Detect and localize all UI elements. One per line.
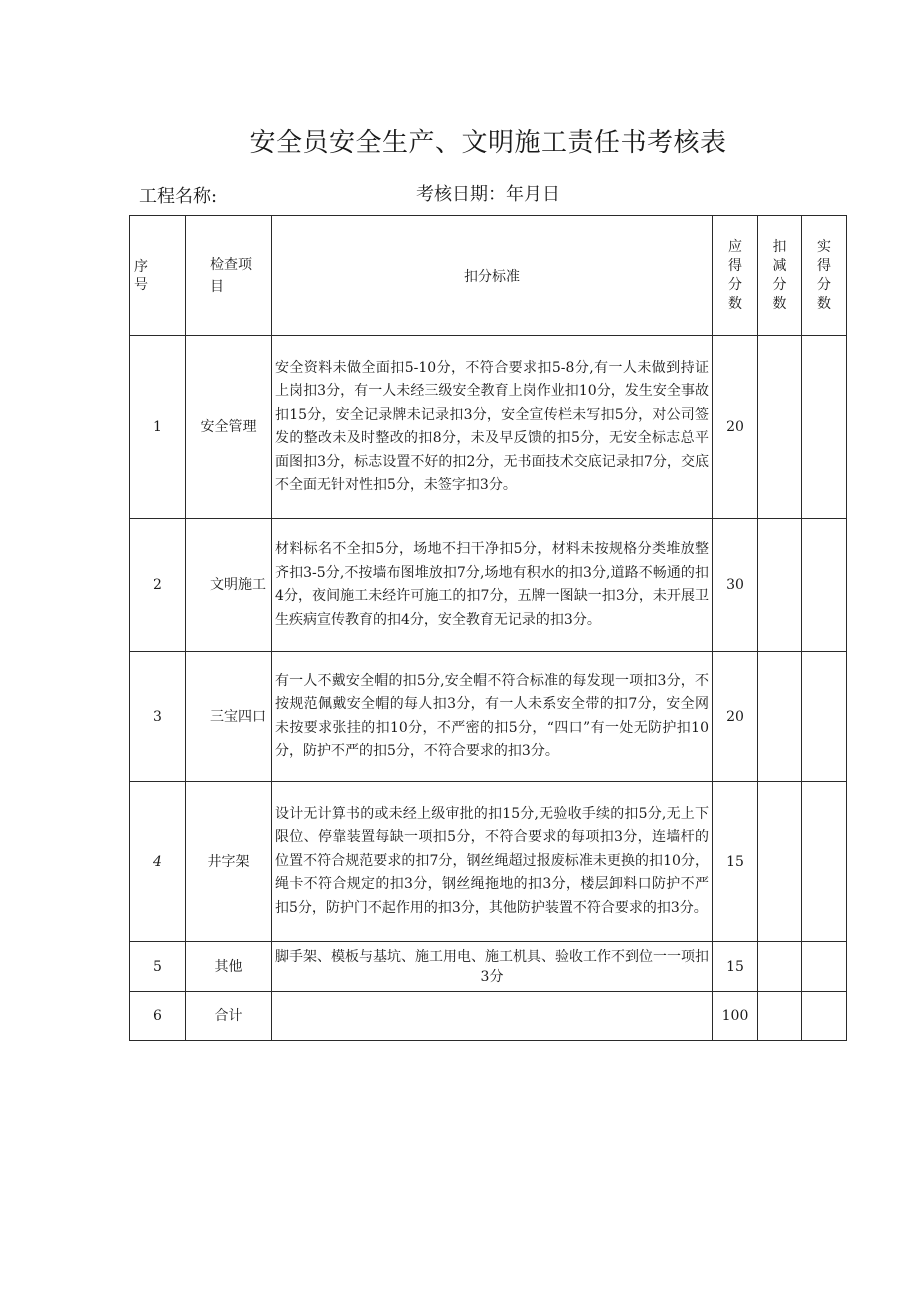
row-actual-score[interactable] bbox=[802, 336, 847, 519]
table-row-total bbox=[130, 992, 847, 1041]
page-title: 安全员安全生产、文明施工责任书考核表 bbox=[249, 128, 727, 158]
row-criteria: 设计无计算书的或未经上级审批的扣15分,无验收手续的扣5分,无上下限位、停靠装置每缺一项扣5分，不符合要求的每项扣3分，连墙杆的位置不符合规范要求的扣7分，钢丝绳超过报废标准未更换的扣10分，绳卡不符合规定的扣3分，钢丝绳拖地的扣3分，楼层卸料口防护不严扣5分，防护门不起作用的扣3分，其他防护装置不符合要求的扣3分。 bbox=[272, 782, 713, 942]
table-row bbox=[130, 782, 847, 942]
assessment-table bbox=[129, 215, 847, 1041]
table-header-row bbox=[130, 216, 847, 336]
table-row bbox=[130, 336, 847, 519]
row-item: 安全管理 bbox=[186, 336, 272, 519]
row-deduct-score[interactable] bbox=[758, 652, 802, 782]
row-criteria: 脚手架、模板与基坑、施工用电、施工机具、验收工作不到位一一项扣3分 bbox=[272, 942, 713, 992]
row-criteria bbox=[272, 992, 713, 1041]
row-due-score: 15 bbox=[713, 942, 758, 992]
header-criteria: 扣分标准 bbox=[272, 216, 713, 336]
row-due-score: 100 bbox=[713, 992, 758, 1041]
row-number: 5 bbox=[130, 942, 186, 992]
row-deduct-score[interactable] bbox=[758, 336, 802, 519]
row-item: 其他 bbox=[186, 942, 272, 992]
row-actual-score[interactable] bbox=[802, 519, 847, 652]
row-number: 4 bbox=[130, 782, 186, 942]
table-row bbox=[130, 652, 847, 782]
header-actual-score: 实 得 分 数 bbox=[802, 216, 847, 336]
row-number: 1 bbox=[130, 336, 186, 519]
row-item: 合计 bbox=[186, 992, 272, 1041]
row-deduct-score[interactable] bbox=[758, 782, 802, 942]
header-deduct-score: 扣 减 分 数 bbox=[758, 216, 802, 336]
row-due-score: 15 bbox=[713, 782, 758, 942]
header-seq: 序 号 bbox=[130, 216, 186, 336]
project-name-label: 工程名称: bbox=[139, 186, 218, 207]
row-actual-score[interactable] bbox=[802, 652, 847, 782]
row-due-score: 20 bbox=[713, 652, 758, 782]
assessment-date-label: 考核日期：年月日 bbox=[416, 184, 560, 205]
header-item: 检查项 目 bbox=[186, 216, 272, 336]
row-criteria: 有一人不戴安全帽的扣5分,安全帽不符合标准的每发现一项扣3分，不按规范佩戴安全帽的每人扣3分，有一人未系安全带的扣7分，安全网未按要求张挂的扣10分，不严密的扣5分，“四口”有一处无防护扣10分，防护不严的扣5分，不符合要求的扣3分。 bbox=[272, 652, 713, 782]
row-number: 6 bbox=[130, 992, 186, 1041]
row-item: 文明施工 bbox=[186, 519, 272, 652]
row-deduct-score[interactable] bbox=[758, 519, 802, 652]
row-actual-score[interactable] bbox=[802, 782, 847, 942]
table-row bbox=[130, 519, 847, 652]
row-number: 3 bbox=[130, 652, 186, 782]
row-due-score: 30 bbox=[713, 519, 758, 652]
row-deduct-score[interactable] bbox=[758, 992, 802, 1041]
header-due-score: 应 得 分 数 bbox=[713, 216, 758, 336]
row-deduct-score[interactable] bbox=[758, 942, 802, 992]
row-actual-score[interactable] bbox=[802, 992, 847, 1041]
row-actual-score[interactable] bbox=[802, 942, 847, 992]
row-item: 井字架 bbox=[186, 782, 272, 942]
row-item: 三宝四口 bbox=[186, 652, 272, 782]
row-criteria: 安全资料未做全面扣5-10分，不符合要求扣5-8分,有一人未做到持证上岗扣3分，有一人未经三级安全教育上岗作业扣10分，发生安全事故扣15分，安全记录牌未记录扣3分，安全宣传栏未写扣5分，对公司签发的整改未及时整改的扣8分，未及早反馈的扣5分，无安全标志总平面图扣3分，标志设置不好的扣2分，无书面技术交底记录扣7分，交底不全面无针对性扣5分，未签字扣3分。 bbox=[272, 336, 713, 519]
table-row bbox=[130, 942, 847, 992]
row-criteria: 材料标名不全扣5分，场地不扫干净扣5分，材料未按规格分类堆放整齐扣3-5分,不按墙布图堆放扣7分,场地有积水的扣3分,道路不畅通的扣4分，夜间施工未经许可施工的扣7分，五牌一图缺一扣3分，未开展卫生疾病宣传教育的扣4分，安全教育无记录的扣3分。 bbox=[272, 519, 713, 652]
row-number: 2 bbox=[130, 519, 186, 652]
row-due-score: 20 bbox=[713, 336, 758, 519]
